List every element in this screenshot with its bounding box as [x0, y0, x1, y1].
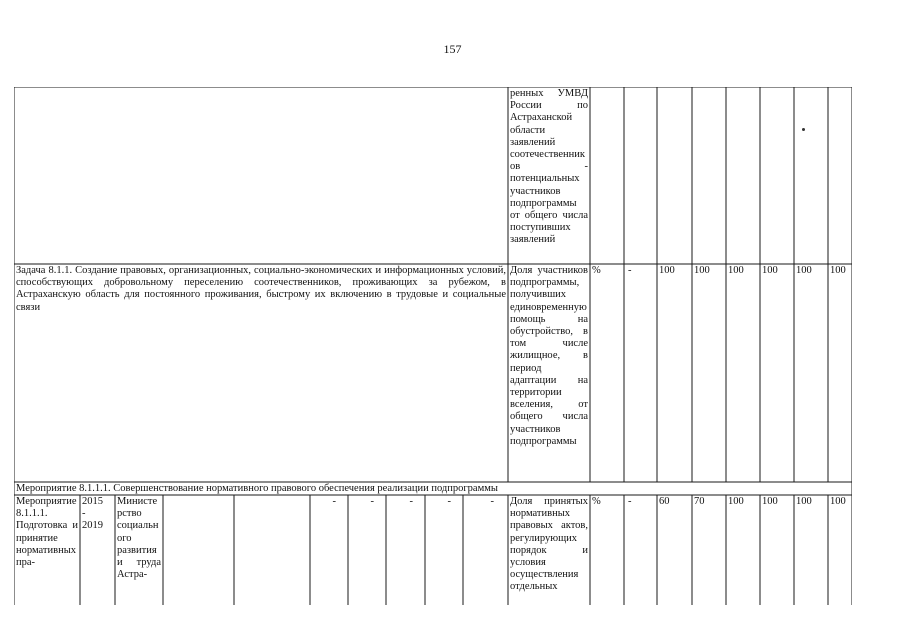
task-indicator: Доля участников подпрограммы, получивших единовременную помощь на обустройство, в том числе жилищное, в период адаптации на территории вселения, от общего числа участников подпрограммы: [510, 265, 588, 447]
task-unit: %: [592, 265, 601, 276]
task-value-2020: 100: [830, 265, 846, 276]
task-value-2018: 100: [762, 265, 778, 276]
finance-4: -: [447, 496, 451, 507]
sub-base: -: [628, 496, 632, 507]
row-top-indicator: ренных УМВД России по Астраханской области заявлений соотечественников - потенциальных участников подпрограммы от общего числа поступивших заявлений: [510, 88, 588, 246]
scan-speck: [802, 128, 805, 131]
task-title: Задача 8.1.1. Создание правовых, организационных, социально-экономических и информационных условий, способствующих добровольному переселению соотечественников, проживающих за рубежом, в Астраханскую область для постоянного проживания, быстрому их включению в трудовые и социальные связи: [16, 265, 506, 313]
period-dash: -: [82, 508, 86, 519]
task-value-2016: 100: [694, 265, 710, 276]
finance-2: -: [370, 496, 374, 507]
sub-value-2018: 100: [762, 496, 778, 507]
sub-value-2020: 100: [830, 496, 846, 507]
sub-unit: %: [592, 496, 601, 507]
activity-title: Мероприятие 8.1.1.1. Совершенствование нормативного правового обеспечения реализации подпрограммы: [16, 483, 498, 494]
finance-3: -: [409, 496, 413, 507]
executor: Министерство социального развития и труда Астра-: [117, 496, 161, 581]
task-value-2019: 100: [796, 265, 812, 276]
finance-5: -: [490, 496, 494, 507]
period-start: 2015: [82, 496, 103, 507]
program-table: [14, 87, 852, 605]
sub-value-2019: 100: [796, 496, 812, 507]
page-number: 157: [443, 42, 462, 56]
task-base: -: [628, 265, 632, 276]
task-value-2017: 100: [728, 265, 744, 276]
finance-1: -: [332, 496, 336, 507]
period-end: 2019: [82, 520, 103, 531]
sub-value-2016: 70: [694, 496, 705, 507]
sub-value-2017: 100: [728, 496, 744, 507]
sub-activity-name: Мероприятие 8.1.1.1. Подготовка и принятие нормативных пра-: [16, 496, 78, 569]
sub-value-2015: 60: [659, 496, 670, 507]
task-value-2015: 100: [659, 265, 675, 276]
sub-activity-indicator: Доля принятых нормативных правовых актов, регулирующих порядок и условия осуществления отдельных: [510, 496, 588, 593]
